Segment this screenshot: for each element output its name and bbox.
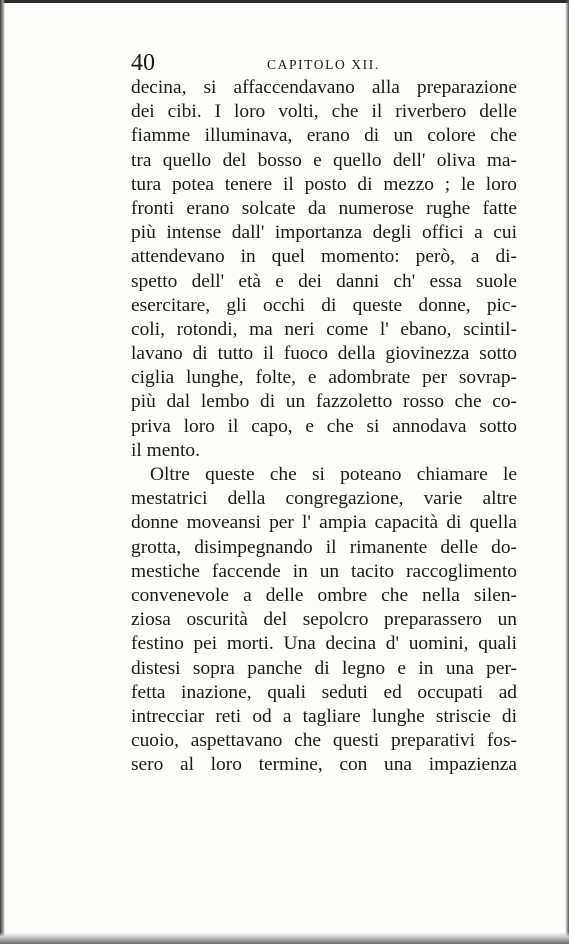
text-line: tura potea tenere il posto di mezzo ; le loro (131, 173, 517, 195)
text-line: spetto dell' età e dei danni ch' essa suole (131, 270, 517, 292)
text-line: convenevole a delle ombre che nella silen- (131, 584, 517, 606)
scan-edge-left (0, 0, 5, 944)
text-line: fronti erano solcate da numerose rughe fatte (131, 197, 517, 219)
text-line: più dal lembo di un fazzoletto rosso che co- (131, 391, 517, 413)
text-line-paragraph-start: Oltre queste che si poteano chiamare le (150, 464, 517, 485)
chapter-running-head: CAPITOLO XII. (267, 57, 380, 72)
text-line: lavano di tutto il fuoco della giovinezza sotto (131, 343, 517, 365)
text-line: mestiche faccende in un tacito raccoglimento (131, 560, 517, 582)
text-line: tra quello del bosso e quello dell' oliva ma- (131, 149, 517, 171)
text-line-paragraph-end: il mento. (131, 439, 200, 461)
text-line: esercitare, gli occhi di queste donne, pic- (131, 294, 517, 316)
page-header (131, 49, 517, 77)
text-line: dei cibi. I loro volti, che il riverbero delle (131, 101, 517, 123)
text-line: ciglia lunghe, folte, e adombrate per sovrap- (131, 367, 517, 389)
text-line: coli, rotondi, ma neri come l' ebano, scintil- (131, 318, 517, 340)
text-line: intrecciar reti od a tagliare lunghe striscie di (131, 705, 517, 727)
text-line: fiamme illuminava, erano di un colore che (131, 125, 517, 147)
text-line: grotta, disimpegnando il rimanente delle do- (131, 536, 517, 558)
scan-edge-top (0, 0, 569, 3)
text-line: fetta inazione, quali seduti ed occupati ad (131, 681, 517, 703)
scan-edge-right (565, 0, 569, 944)
text-line: festino pei morti. Una decina d' uomini, quali (131, 633, 517, 655)
text-line: donne moveansi per l' ampia capacità di quella (131, 512, 517, 534)
text-line: sero al loro termine, con una impazienza (131, 754, 517, 776)
text-line: attendevano in quel momento: però, a di- (131, 246, 517, 268)
text-line: ziosa oscurità del sepolcro preparassero un (131, 609, 517, 631)
text-line: cuoio, aspettavano che questi preparativi fos- (131, 730, 517, 752)
text-line: decina, si affaccendavano alla preparazione (131, 77, 517, 98)
scan-edge-bottom (0, 932, 569, 944)
text-line: priva loro il capo, e che si annodava sotto (131, 415, 517, 437)
page-number: 40 (131, 50, 155, 76)
text-line: mestatrici della congregazione, varie altre (131, 488, 517, 510)
body-text (131, 76, 517, 777)
text-line: più intense dall' importanza degli offici a cui (131, 222, 517, 244)
text-line: distesi sopra panche di legno e in una per- (131, 657, 517, 679)
